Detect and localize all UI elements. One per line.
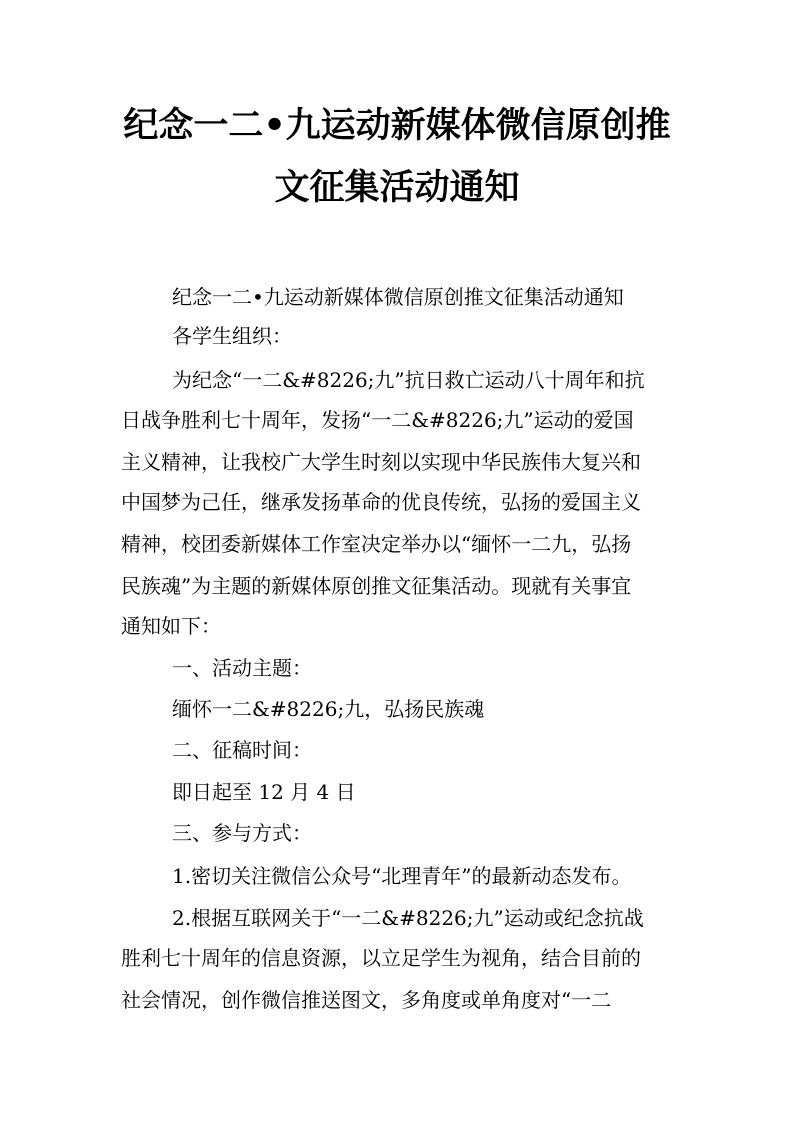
paragraph-line: 通知如下： [121,614,221,638]
body-heading-line: 纪念一二•九运动新媒体微信原创推文征集活动通知 [172,285,624,309]
salutation: 各学生组织： [172,324,292,348]
document-title-line-2: 文征集活动通知 [274,167,520,208]
paragraph-line: 社会情况，创作微信推送图文，多角度或单角度对“一二 [121,988,612,1012]
paragraph-line: 精神，校团委新媒体工作室决定举办以“缅怀一二九，弘扬 [121,532,632,556]
paragraph-line: 胜利七十周年的信息资源，以立足学生为视角，结合目前的 [121,946,641,970]
theme-text: 缅怀一二&#8226;九，弘扬民族魂 [172,697,485,721]
section-heading-time: 二、征稿时间： [172,738,312,762]
section-heading-method: 三、参与方式： [172,821,312,845]
document-title-line-1: 纪念一二•九运动新媒体微信原创推 [123,105,671,146]
paragraph-line: 中国梦为己任，继承发扬革命的优良传统，弘扬的爱国主义 [121,490,641,514]
paragraph-line: 日战争胜利七十周年，发扬“一二&#8226;九”运动的爱国 [121,408,634,432]
paragraph-line: 为纪念“一二&#8226;九”抗日救亡运动八十周年和抗 [172,368,645,392]
method-item-2: 2.根据互联网关于“一二&#8226;九”运动或纪念抗战 [172,906,644,930]
time-text: 即日起至 12 月 4 日 [172,780,356,804]
paragraph-line: 民族魂”为主题的新媒体原创推文征集活动。现就有关事宜 [121,574,632,598]
section-heading-theme: 一、活动主题： [172,656,312,680]
paragraph-line: 主义精神，让我校广大学生时刻以实现中华民族伟大复兴和 [121,450,641,474]
method-item-1: 1.密切关注微信公众号“北理青年”的最新动态发布。 [172,864,632,888]
